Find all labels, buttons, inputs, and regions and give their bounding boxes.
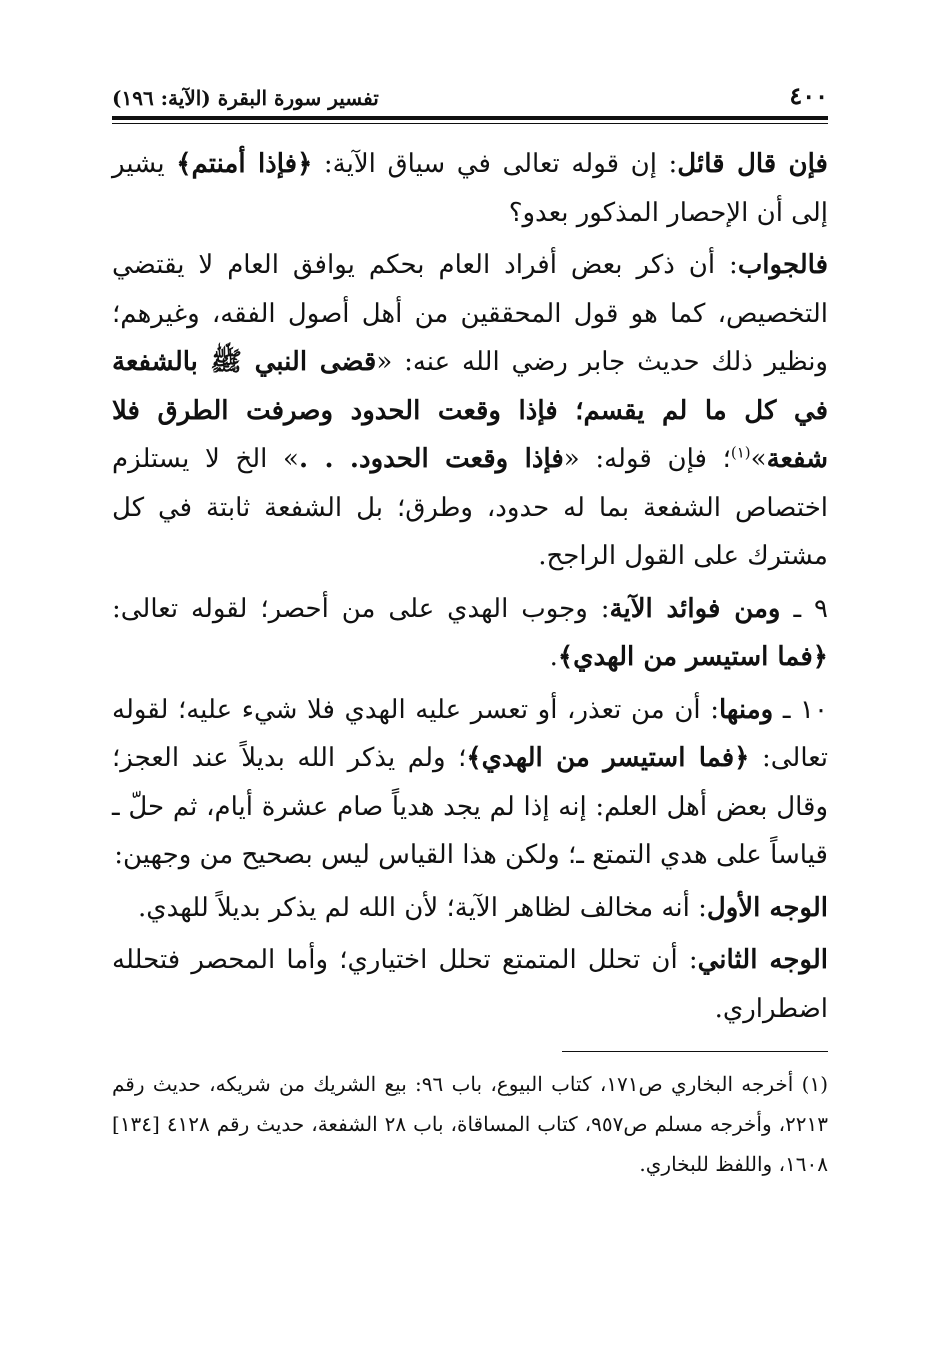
paragraph-text: يشير إلى أن الإحصار المذكور بعدو؟ <box>112 149 828 228</box>
paragraph-text: : أنه مخالف لظاهر الآية؛ لأن الله لم يذكر بديلاً للهدي. <box>138 892 707 923</box>
lead-phrase: ومن فوائد الآية <box>609 593 781 624</box>
lead-phrase: فإن قال قائل <box>677 149 828 179</box>
quran-quote: ﴿فما استيسر من الهدي﴾ <box>557 642 828 672</box>
paragraph-text: : أن تحلل المتمتع تحلل اختياري؛ وأما المحصر فتحلله اضطراري. <box>112 945 828 1024</box>
lead-phrase: فالجواب <box>737 250 828 280</box>
paragraph-second-aspect <box>112 936 828 1033</box>
footnote: (١) أخرجه البخاري ص١٧١، كتاب البيوع، باب ٩٦: بيع الشريك من شريكه، حديث رقم ٢٢١٣، وأخرجه مسلم ص٩٥٧، كتاب المساقاة، باب ٢٨ الشفعة، حديث رقم ٤١٢٨ [١٣٤] ١٦٠٨، واللفظ للبخاري. <box>112 1072 829 1176</box>
lead-phrase: ومنها <box>719 694 774 725</box>
book-page <box>112 70 828 1184</box>
paragraph-text: » الخ لا يستلزم اختصاص الشفعة بما له حدود، وطرق؛ بل الشفعة ثابتة في كل مشترك على القول الراجح. <box>112 444 828 571</box>
quran-quote: ﴿فإذا أمنتم﴾ <box>176 149 313 179</box>
paragraph-benefit-10 <box>112 686 828 880</box>
footnote-ref[interactable]: (١) <box>730 443 751 462</box>
quran-quote: ﴿فما استيسر من الهدي﴾ <box>466 743 750 773</box>
running-title: تفسير سورة البقرة (الآية: ١٩٦) <box>112 86 379 110</box>
body-text <box>112 140 828 1033</box>
paragraph-benefit-9 <box>112 585 828 682</box>
header-rule <box>112 116 828 124</box>
lead-phrase: الوجه الأول <box>706 892 828 923</box>
paragraph-text: ؛ ولم يذكر الله بديلاً عند العجز؛ وقال بعض أهل العلم: إنه إذا لم يجد هدياً صام عشرة أيام، ثم حلّ ـ قياساً على هدي التمتع ـ؛ ولكن هذا القياس ليس بصحيح من وجهين: <box>112 743 828 870</box>
hadith-quote: قضى النبي ﷺ بالشفعة في كل ما لم يقسم؛ فإذا وقعت الحدود وصرفت الطرق فلا شفعة <box>112 347 828 474</box>
paragraph-text: : وجوب الهدي على من أحصر؛ لقوله تعالى: <box>112 593 610 624</box>
hadith-quote: فإذا وقعت الحدود. . . <box>298 444 564 474</box>
item-number: ٩ ـ <box>780 593 828 624</box>
paragraph-text: : إن قوله تعالى في سياق الآية: <box>312 149 678 179</box>
paragraph-text: . <box>549 642 558 672</box>
lead-phrase: الوجه الثاني <box>697 945 828 975</box>
paragraph-text: ؛ فإن قوله: « <box>563 444 731 474</box>
paragraph-text: : أن من تعذر، أو تعسر عليه الهدي فلا شيء عليه؛ لقوله تعالى: <box>112 694 829 773</box>
paragraph-first-aspect <box>112 884 828 933</box>
paragraph-text: : أن ذكر بعض أفراد العام بحكم يوافق العام لا يقتضي التخصيص، كما هو قول المحققين من أهل أصول الفقه، وغيرهم؛ ونظير ذلك حديث جابر رضي الله عنه: « <box>112 250 828 377</box>
page-number: ٤٠٠ <box>789 81 828 110</box>
paragraph-answer <box>112 241 828 581</box>
paragraph-text: » <box>750 444 767 474</box>
footnote-divider <box>562 1051 828 1052</box>
paragraph-question <box>112 140 828 237</box>
page-header <box>112 70 828 110</box>
item-number: ١٠ ـ <box>773 694 828 725</box>
